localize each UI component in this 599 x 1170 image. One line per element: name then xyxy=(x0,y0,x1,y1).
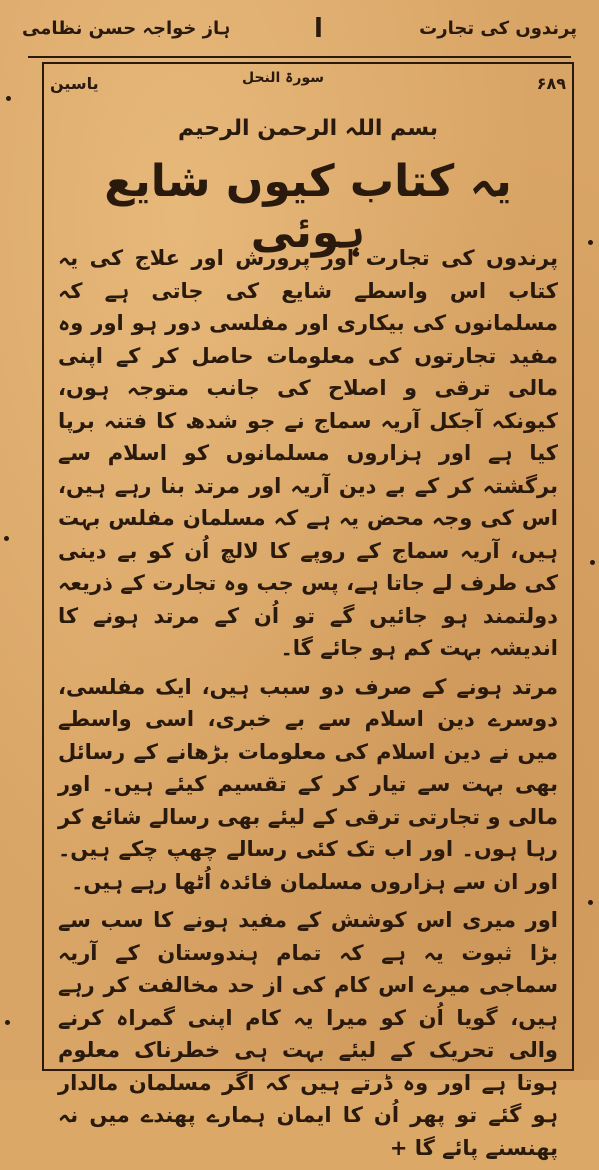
page-frame xyxy=(42,62,574,1160)
margin-dot xyxy=(588,900,593,905)
header-rule xyxy=(28,56,571,58)
surah-label: یاسین xyxy=(50,74,99,93)
ayah-label: سورۃ النحل xyxy=(241,70,324,86)
margin-dot xyxy=(5,1020,10,1025)
running-header xyxy=(22,14,577,50)
paragraph-3: اور میری اس کوشش کے مفید ہونے کا سب سے بڑا ثبوت یہ ہے کہ تمام ہندوستان کے آریہ سماجی میرے اس کام کی از حد مخالفت کر رہے ہیں، گویا اُن کو میرا یہ کام اپنی گمراہ کرنے والی تحریک کے لیئے بہت ہی خطرناک معلوم ہوتا ہے اور وہ ڈرتے ہیں کہ اگر مسلمان مالدار ہو گئے تو پھر اُن کا ایمان ہمارے پھندے میں نہ پھنسنے پائے گا + xyxy=(58,908,558,1160)
basmala: بسم اللہ الرحمن الرحیم xyxy=(177,116,438,141)
page-number: ۶۸۹ xyxy=(536,74,566,93)
paragraph-2: مرتد ہونے کے صرف دو سبب ہیں، ایک مفلسی، دوسرے دین اسلام سے بے خبری، اسی واسطے میں نے دین اسلام کی معلومات بڑھانے کے رسائل بھی بہت سے تیار کر کے تقسیم کیئے ہیں۔ اور مالی و تجارتی ترقی کے لیئے بھی رسالے شائع کر رہا ہوں۔ اور اب تک کئی رسالے چھپ چکے ہیں۔ اور ان سے ہزاروں مسلمان فائدہ اُٹھا رہے ہیں۔ xyxy=(58,674,558,894)
page-title: یہ کتاب کیوں شایع ہوئی xyxy=(104,156,512,258)
author-name: ہاز خواجہ حسن نظامی xyxy=(22,18,231,39)
header-page-mark: ا xyxy=(314,14,323,44)
margin-dot xyxy=(588,240,593,245)
frame-header xyxy=(44,64,572,104)
margin-dot xyxy=(6,96,11,101)
paragraph-1: پرندوں کی تجارت اور پرورش اور علاج کی یہ کتاب اس واسطے شایع کی جاتی ہے کہ مسلمانوں کی بیکاری اور مفلسی دور ہو اور وہ مفید تجارتوں کی معلومات حاصل کر کے اپنی مالی ترقی و اصلاح کی جانب متوجہ ہوں، کیونکہ آجکل آریہ سماج نے جو شدھ کا فتنہ برپا کیا ہے اور ہزاروں مسلمانوں کو اسلام سے برگشتہ کر کے بے دین آریہ اور مرتد بنا رہے ہیں، اس کی وجہ محض یہ ہے کہ مسلمان مفلس بہت ہیں، آریہ سماج کے روپے کا لالچ اُن کو بے دینی کی طرف لے جاتا ہے، پس جب وہ تجارت کے ذریعہ دولتمند ہو جائیں گے تو اُن کے مرتد ہونے کا اندیشہ بہت کم ہو جائے گا۔ xyxy=(58,246,558,660)
margin-dot xyxy=(4,536,9,541)
body-text xyxy=(58,242,558,1170)
running-title: پرندوں کی تجارت xyxy=(419,18,577,39)
margin-dot xyxy=(590,560,595,565)
